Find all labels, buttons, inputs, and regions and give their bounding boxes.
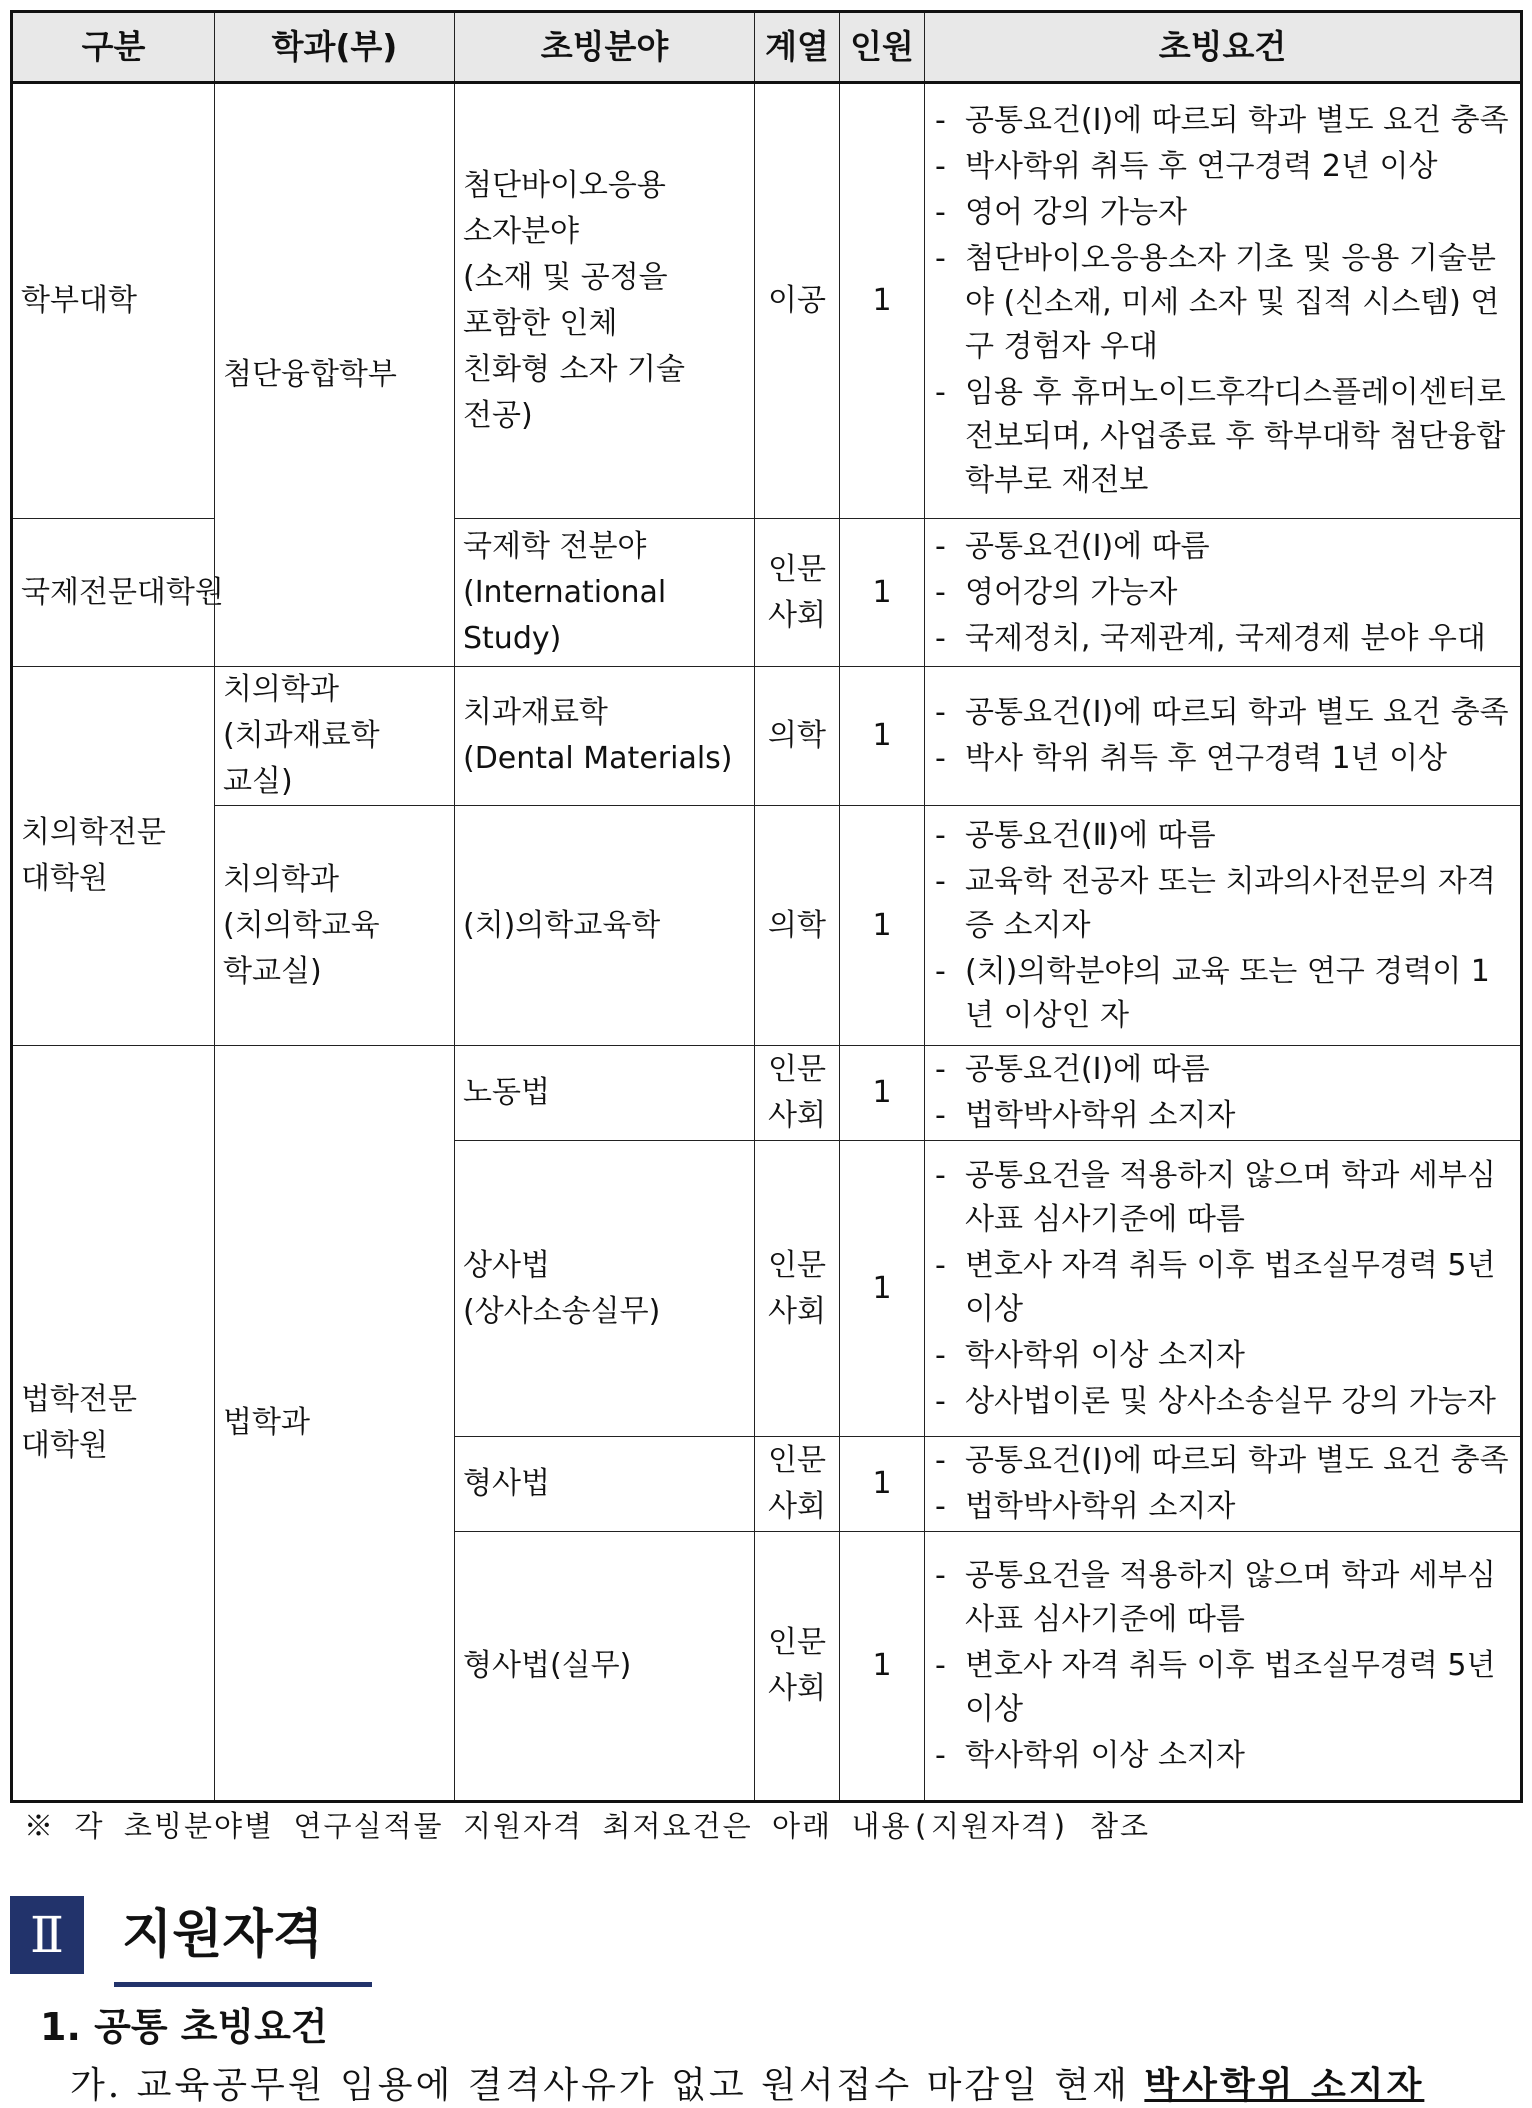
- requirement-item: [933, 1644, 1512, 1732]
- requirement-item: [933, 571, 1512, 615]
- bullet-dash: -: [935, 1098, 946, 1133]
- cell-requirements: [925, 1046, 1522, 1141]
- requirement-text: 공통요건을 적용하지 않으며 학과 세부심사표 심사기준에 따름: [965, 1157, 1496, 1237]
- table-row: [12, 83, 1522, 519]
- table-footnote: ※ 각 초빙분야별 연구실적물 지원자격 최저요건은 아래 내용(지원자격) 참조: [24, 1809, 1151, 1843]
- requirement-text: 공통요건(Ⅱ)에 따름: [965, 817, 1216, 853]
- cell-field: 상사법 (상사소송실무): [455, 1141, 755, 1437]
- cell-track: 의학: [755, 806, 840, 1046]
- requirement-text: 상사법이론 및 상사소송실무 강의 가능자: [965, 1383, 1496, 1419]
- cell-count: 1: [840, 806, 925, 1046]
- requirement-text: 공통요건을 적용하지 않으며 학과 세부심사표 심사기준에 따름: [965, 1558, 1496, 1637]
- requirement-text: 공통요건(Ⅰ)에 따르되 학과 별도 요건 충족: [965, 695, 1509, 730]
- table-row: [12, 1046, 1522, 1141]
- requirement-text: 영어 강의 가능자: [965, 195, 1187, 230]
- cell-track: 인문 사회: [755, 1046, 840, 1141]
- requirement-item: [933, 237, 1512, 369]
- cell-field: 첨단바이오응용 소자분야 (소재 및 공정을 포함한 인체 친화형 소자 기술 전공): [455, 83, 755, 519]
- requirement-text: 공통요건(Ⅰ)에 따르되 학과 별도 요건 충족: [965, 1443, 1509, 1478]
- requirements-list: [933, 1439, 1512, 1529]
- section-title-underline: [114, 1982, 372, 1987]
- subsection-title: 1. 공통 초빙요건: [40, 2005, 328, 2049]
- cell-field: 노동법: [455, 1046, 755, 1141]
- cell-requirements: [925, 1437, 1522, 1532]
- cell-track: 의학: [755, 667, 840, 806]
- requirement-item: [933, 950, 1512, 1038]
- cell-field: 형사법(실무): [455, 1532, 755, 1802]
- bullet-dash: -: [935, 149, 946, 184]
- header-field: 초빙분야: [455, 12, 755, 83]
- requirement-item: [933, 1094, 1512, 1138]
- requirement-text: 박사학위 취득 후 연구경력 2년 이상: [965, 149, 1438, 184]
- bullet-dash: -: [935, 1052, 946, 1087]
- header-count: 인원: [840, 12, 925, 83]
- bullet-dash: -: [935, 241, 946, 276]
- bullet-dash: -: [935, 620, 946, 656]
- cell-requirements: [925, 667, 1522, 806]
- cell-division: 학부대학: [12, 83, 215, 519]
- requirement-item: [933, 1554, 1512, 1642]
- requirement-item: [933, 525, 1512, 569]
- cell-count: 1: [840, 1141, 925, 1437]
- cell-track: 인문 사회: [755, 1141, 840, 1437]
- cell-field: 형사법: [455, 1437, 755, 1532]
- cell-count: 1: [840, 519, 925, 667]
- requirements-list: [933, 99, 1512, 503]
- cell-count: 1: [840, 1532, 925, 1802]
- requirement-item: [933, 1334, 1512, 1378]
- requirement-text: 공통요건(Ⅰ)에 따르되 학과 별도 요건 충족: [965, 103, 1509, 138]
- requirement-text: 임용 후 휴머노이드후각디스플레이센터로 전보되며, 사업종료 후 학부대학 첨단융합학부로 재전보: [965, 375, 1506, 498]
- table-row: [12, 667, 1522, 806]
- requirement-text: 변호사 자격 취득 이후 법조실무경력 5년 이상: [965, 1648, 1496, 1727]
- requirements-list: [933, 1554, 1512, 1778]
- table-row: [12, 806, 1522, 1046]
- requirement-item: [933, 1244, 1512, 1332]
- bullet-dash: -: [935, 1738, 946, 1773]
- bullet-dash: -: [935, 528, 946, 564]
- bullet-dash: -: [935, 953, 946, 989]
- requirements-list: [933, 525, 1512, 661]
- faculty-hiring-table: [10, 10, 1523, 1803]
- bullet-dash: -: [935, 1648, 946, 1683]
- cell-count: 1: [840, 667, 925, 806]
- cell-requirements: [925, 1532, 1522, 1802]
- cell-requirements: [925, 1141, 1522, 1437]
- cell-department: 법학과: [215, 1046, 455, 1802]
- header-requirements: 초빙요건: [925, 12, 1522, 83]
- cell-requirements: [925, 806, 1522, 1046]
- body-paragraph: [70, 2064, 1424, 2108]
- cell-division: 법학전문 대학원: [12, 1046, 215, 1802]
- bullet-dash: -: [935, 1383, 946, 1419]
- bullet-dash: -: [935, 863, 946, 899]
- requirement-text: 학사학위 이상 소지자: [965, 1738, 1245, 1773]
- bullet-dash: -: [935, 1247, 946, 1283]
- table-body: [12, 83, 1522, 1802]
- requirement-text: 공통요건(Ⅰ)에 따름: [965, 1052, 1210, 1087]
- bullet-dash: -: [935, 375, 946, 410]
- bullet-dash: -: [935, 103, 946, 138]
- bullet-dash: -: [935, 695, 946, 730]
- table-row: [12, 519, 1522, 667]
- requirement-text: 변호사 자격 취득 이후 법조실무경력 5년 이상: [965, 1247, 1496, 1327]
- requirement-item: [933, 860, 1512, 948]
- requirement-text: 교육학 전공자 또는 치과의사전문의 자격증 소지자: [965, 863, 1496, 943]
- bullet-dash: -: [935, 1337, 946, 1373]
- bullet-dash: -: [935, 1489, 946, 1524]
- section-title: 지원자격: [122, 1905, 323, 1965]
- header-division: 구분: [12, 12, 215, 83]
- bullet-dash: -: [935, 1443, 946, 1478]
- cell-track: 인문 사회: [755, 519, 840, 667]
- cell-field: (치)의학교육학: [455, 806, 755, 1046]
- table-header-row: [12, 12, 1522, 83]
- requirement-item: [933, 1154, 1512, 1242]
- requirements-list: [933, 1154, 1512, 1424]
- requirement-text: 공통요건(Ⅰ)에 따름: [965, 528, 1210, 564]
- cell-division: 치의학전문 대학원: [12, 667, 215, 1046]
- cell-department: 치의학과 (치의학교육 학교실): [215, 806, 455, 1046]
- requirement-text: 법학박사학위 소지자: [965, 1489, 1236, 1524]
- cell-count: 1: [840, 1437, 925, 1532]
- bullet-dash: -: [935, 1558, 946, 1593]
- requirement-text: 학사학위 이상 소지자: [965, 1337, 1245, 1373]
- requirement-item: [933, 1734, 1512, 1778]
- cell-field: 국제학 전분야 (International Study): [455, 519, 755, 667]
- body-emphasis: 박사학위 소지자: [1144, 2065, 1425, 2106]
- requirement-text: 박사 학위 취득 후 연구경력 1년 이상: [965, 741, 1448, 776]
- cell-track: 인문 사회: [755, 1532, 840, 1802]
- bullet-dash: -: [935, 195, 946, 230]
- requirements-list: [933, 691, 1512, 781]
- requirement-item: [933, 814, 1512, 858]
- requirement-text: 영어강의 가능자: [965, 574, 1178, 610]
- body-text: 가. 교육공무원 임용에 결격사유가 없고 원서접수 마감일 현재: [70, 2065, 1145, 2106]
- requirement-item: [933, 1380, 1512, 1424]
- cell-department: 치의학과 (치과재료학 교실): [215, 667, 455, 806]
- cell-count: 1: [840, 1046, 925, 1141]
- bullet-dash: -: [935, 574, 946, 610]
- cell-division: 국제전문대학원: [12, 519, 455, 667]
- requirement-text: 국제정치, 국제관계, 국제경제 분야 우대: [965, 620, 1486, 656]
- requirement-item: [933, 99, 1512, 143]
- bullet-dash: -: [935, 741, 946, 776]
- requirement-item: [933, 145, 1512, 189]
- requirement-text: 첨단바이오응용소자 기초 및 응용 기술분야 (신소재, 미세 소자 및 집적 시스템) 연구 경험자 우대: [965, 241, 1500, 364]
- requirement-item: [933, 691, 1512, 735]
- cell-requirements: [925, 519, 1522, 667]
- requirement-item: [933, 1048, 1512, 1092]
- requirement-item: [933, 191, 1512, 235]
- cell-field: 치과재료학 (Dental Materials): [455, 667, 755, 806]
- bullet-dash: -: [935, 817, 946, 853]
- requirements-list: [933, 814, 1512, 1038]
- cell-track: 인문 사회: [755, 1437, 840, 1532]
- requirement-item: [933, 1439, 1512, 1483]
- requirement-text: (치)의학분야의 교육 또는 연구 경력이 1년 이상인 자: [965, 953, 1490, 1033]
- cell-department: 첨단융합학부: [215, 83, 455, 667]
- requirement-item: [933, 617, 1512, 661]
- section-number-badge: Ⅱ: [10, 1896, 84, 1974]
- header-track: 계열: [755, 12, 840, 83]
- requirement-item: [933, 371, 1512, 503]
- cell-requirements: [925, 83, 1522, 519]
- requirement-item: [933, 1485, 1512, 1529]
- requirement-item: [933, 737, 1512, 781]
- cell-track: 이공: [755, 83, 840, 519]
- header-department: 학과(부): [215, 12, 455, 83]
- cell-count: 1: [840, 83, 925, 519]
- bullet-dash: -: [935, 1157, 946, 1193]
- requirement-text: 법학박사학위 소지자: [965, 1098, 1236, 1133]
- requirements-list: [933, 1048, 1512, 1138]
